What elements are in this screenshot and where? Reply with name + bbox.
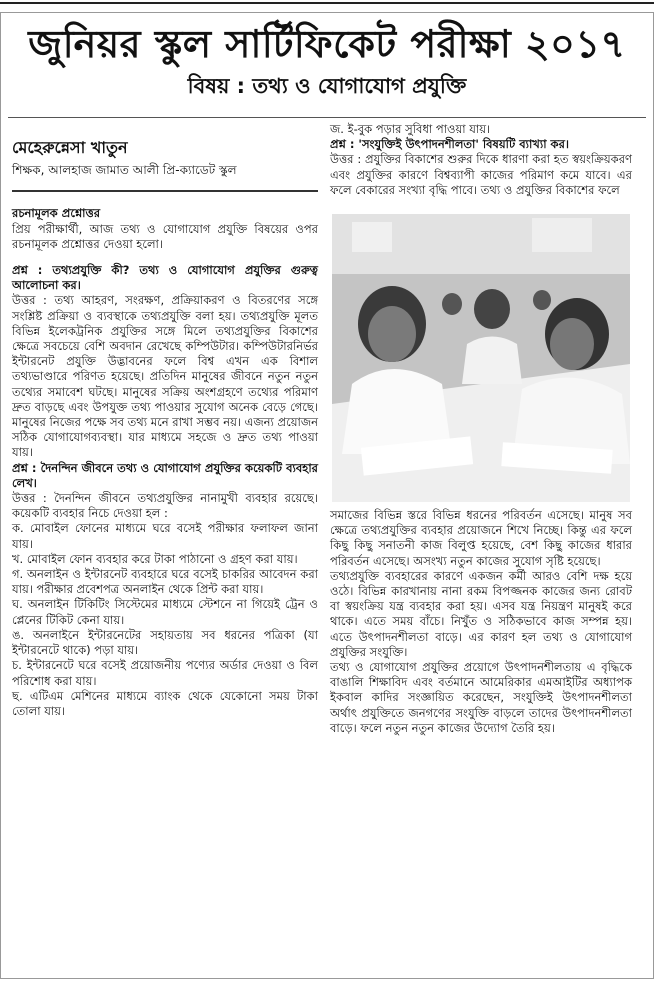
left-column	[12, 130, 318, 719]
author-divider	[12, 190, 318, 192]
classroom-photo	[332, 214, 630, 502]
question-1: প্রশ্ন : তথ্যপ্রযুক্তি কী? তথ্য ও যোগাযোগ প্রযুক্তির গুরুত্ব আলোচনা কর।	[12, 263, 318, 293]
question-3: প্রশ্ন : 'সংযুক্তিই উৎপাদনশীলতা' বিষয়টি ব্যাখ্যা কর।	[330, 137, 570, 152]
right-column	[330, 122, 632, 736]
subject-heading: বিষয় : তথ্য ও যোগাযোগ প্রযুক্তি	[187, 74, 467, 98]
answer-2-intro: উত্তর : দৈনন্দিন জীবনে তথ্যপ্রযুক্তির নানামুখী ব্যবহার রয়েছে। কয়েকটি ব্যবহার নিচে দেওয়া হল :	[12, 491, 318, 521]
author-affiliation: শিক্ষক, আলহাজ জামাত আলী প্রি-ক্যাডেট স্কুল	[12, 163, 237, 178]
students-in-exam-illustration	[332, 214, 630, 502]
answer-3-part-3: তথ্যপ্রযুক্তি ব্যবহারের কারণে একজন কর্মী আরও বেশি দক্ষ হয়ে ওঠে। বিভিন্ন কারখানায় নানা রকম বিপজ্জনক কাজের জন্য রোবট বা স্বয়ংক্রিয় যন্ত্র ব্যবহার করা হয়। এসব যন্ত্র নিয়ন্ত্রণ মানুষই করে থাকে। এতে সময় বাঁচে। নিখুঁত ও সঠিকভাবে কাজ সম্পন্ন হয়। এতে উৎপাদনশীলতা বাড়ে। এর কারণ হল তথ্য ও যোগাযোগ প্রযুক্তির সংযুক্তি।	[330, 568, 632, 659]
answer-3-part-2: সমাজের বিভিন্ন স্তরে বিভিন্ন ধরনের পরিবর্তন এসেছে। মানুষ সব ক্ষেত্রে তথ্যপ্রযুক্তির ব্যবহার প্রয়োজনে শিখে নিচ্ছে। কিন্তু এর ফলে কিছু কিছু সনাতনী কাজ বিলুপ্ত হয়েছে, বেশ কিছু কাজের ধারার পরিবর্তন এসেছে। অসংখ্য নতুন কাজের সুযোগ সৃষ্টি হয়েছে।	[330, 508, 632, 568]
list-item: জ. ই-বুক পড়ার সুবিধা পাওয়া যায়।	[330, 122, 491, 136]
top-rule	[0, 2, 654, 4]
page-title: জুনিয়র স্কুল সার্টিফিকেট পরীক্ষা ২০১৭	[28, 22, 626, 66]
header-divider	[8, 117, 646, 118]
list-item: খ. মোবাইল ফোন ব্যবহার করে টাকা পাঠানো ও গ্রহণ করা যায়।	[12, 551, 298, 566]
list-item: ছ. এটিএম মেশিনের মাধ্যমে ব্যাংক থেকে যেকোনো সময় টাকা তোলা যায়।	[12, 688, 318, 718]
question-2: প্রশ্ন : দৈনন্দিন জীবনে তথ্য ও যোগাযোগ প্রযুক্তির কয়েকটি ব্যবহার লেখ।	[12, 460, 318, 490]
intro-heading: রচনামূলক প্রশ্নোত্তর	[12, 206, 101, 221]
answer-3-part-1: উত্তর : প্রযুক্তির বিকাশের শুরুর দিকে ধারণা করা হত স্বয়ংক্রিয়করণ এবং প্রযুক্তির কারণে বিশ্বব্যাপী কাজের পরিমাণ কমে যাবে। এর ফলে বেকারের সংখ্যা বৃদ্ধি পাবে। তথ্য ও প্রযুক্তির বিকাশের ফলে	[330, 152, 632, 197]
author-name: মেহেরুন্নেসা খাতুন	[12, 138, 128, 157]
intro-text: প্রিয় পরীক্ষার্থী, আজ তথ্য ও যোগাযোগ প্রযুক্তি বিষয়ের ওপর রচনামূলক প্রশ্নোত্তর দেওয়া হলো।	[12, 221, 318, 251]
list-item: ঙ. অনলাইনে ইন্টারনেটের সহায়তায় সব ধরনের পত্রিকা (যা ইন্টারনেটে থাকে) পড়া যায়।	[12, 627, 318, 658]
answer-1: উত্তর : তথ্য আহরণ, সংরক্ষণ, প্রক্রিয়াকরণ ও বিতরণের সঙ্গে সংশ্লিষ্ট প্রক্রিয়া ও ব্যবস্থাকে তথ্যপ্রযুক্তি বলা হয়। তথ্যপ্রযুক্তি মূলত বিভিন্ন ইলেকট্রনিক প্রযুক্তির সঙ্গে মিলে তথ্যপ্রযুক্তির বিকাশের ক্ষেত্রে সবচেয়ে বেশি অবদান রেখেছে কম্পিউটার। কম্পিউটারনির্ভর ইন্টারনেট প্রযুক্তি উদ্ভাবনের ফলে বিশ্ব এখন এক বিশাল তথ্যভাণ্ডারে পরিণত হয়েছে। প্রতিদিন মানুষের জীবনে নতুন নতুন তথ্যের সমাবেশ ঘটছে। মানুষের সক্রিয় অংশগ্রহণে তথ্যের পরিমাণ দ্রুত বাড়ছে এবং উপযুক্ত তথ্য পাওয়ার সুযোগ অনেক বেড়ে গেছে। মানুষের নিজের পক্ষে সব তথ্য মনে রাখা সম্ভব নয়। এজন্য প্রয়োজন সঠিক যোগাযোগব্যবস্থা। যার মাধ্যমে সহজে ও দ্রুত তথ্য পাওয়া যায়।	[12, 293, 318, 460]
list-item: গ. অনলাইন ও ইন্টারনেট ব্যবহারে ঘরে বসেই চাকরির আবেদন করা যায়। পরীক্ষার প্রবেশপত্র অনলাইন থেকে প্রিন্ট করা যায়।	[12, 567, 318, 597]
answer-3-part-4: তথ্য ও যোগাযোগ প্রযুক্তির প্রয়োগে উৎপাদনশীলতায় এ বৃদ্ধিকে বাঙালি শিক্ষাবিদ এবং বর্তমানে আমেরিকার এমআইটির অধ্যাপক ইকবাল কাদির সংজ্ঞায়িত করেছেন, সংযুক্তিই উৎপাদনশীলতা অর্থাৎ প্রযুক্তিতে জনগণের সংযুক্তি বাড়লে তাদের উৎপাদনশীলতা বাড়ে। ফলে নতুন নতুন কাজের উদ্যোগ তৈরি হয়।	[330, 660, 632, 735]
list-item: ঘ. অনলাইন টিকিটিং সিস্টেমের মাধ্যমে স্টেশনে না গিয়েই ট্রেন ও প্লেনের টিকিট কেনা যায়।	[12, 597, 318, 627]
list-item: ক. মোবাইল ফোনের মাধ্যমে ঘরে বসেই পরীক্ষার ফলাফল জানা যায়।	[12, 521, 318, 551]
list-item: চ. ইন্টারনেটে ঘরে বসেই প্রয়োজনীয় পণ্যের অর্ডার দেওয়া ও বিল পরিশোধ করা যায়।	[12, 658, 318, 688]
